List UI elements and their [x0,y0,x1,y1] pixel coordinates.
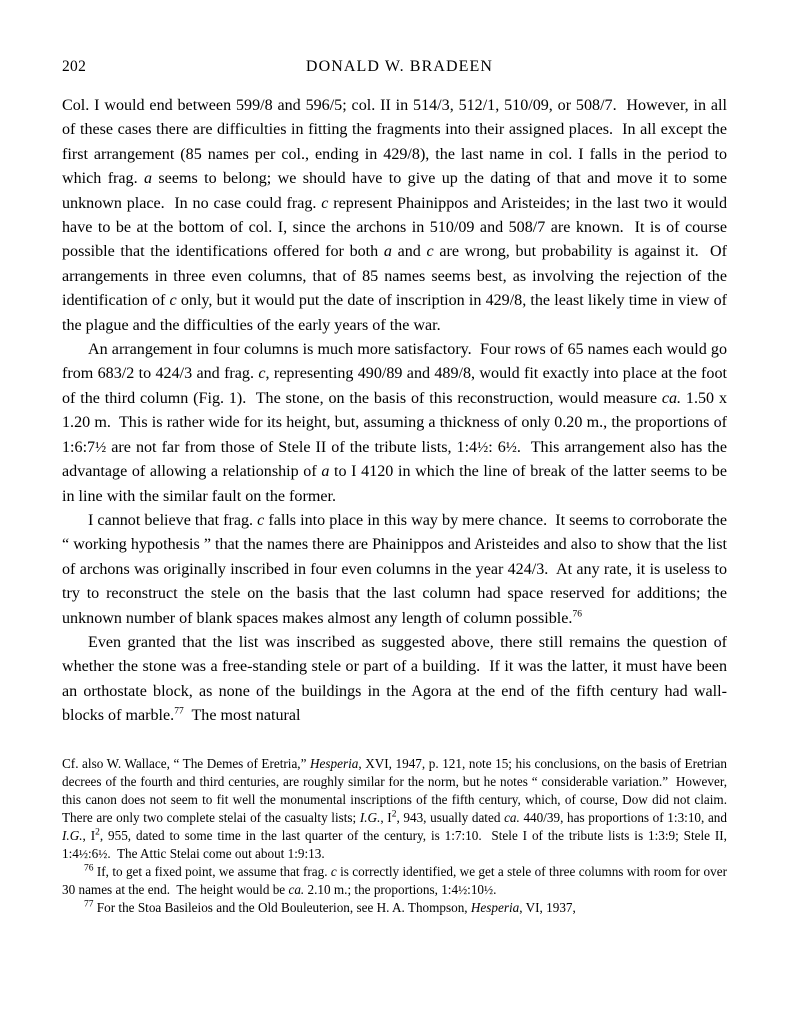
footnote-ref-77[interactable]: 77 [174,706,184,717]
paragraph-2: An arrangement in four columns is much more satisfactory. Four rows of 65 names each would go from 683/2 to 424/3 and frag. c, representing 490/89 and 489/8, would fit exactly into place at the foot of the third column (Fig. 1). The stone, on the basis of this reconstruction, would measure ca. 1.50 x 1.20 m. This is rather wide for its height, but, assuming a thickness of only 0.20 m., the proportions of 1:6:7½ are not far from those of Stele II of the tribute lists, 1:4½: 6½. This arrangement also has the advantage of allowing a relationship of a to I 4120 in which the line of break of the latter seems to be in line with the similar fault on the former. [62,341,727,505]
footnote-ref-76[interactable]: 76 [572,609,582,620]
footnote-77: $^{77}$ For the Stoa Basileios and the Old Bouleuterion, see H. A. Thompson, Hesperia, VI, 1937, [84,899,576,916]
page-header [62,52,727,86]
page-number: 202 [62,58,87,75]
footnote-marker-76: 76 [84,863,94,874]
paragraph-1: Col. I would end between 599/8 and 596/5; col. II in 514/3, 512/1, 510/09, or 508/7. However, in all of these cases there are difficulties in fitting the fragments into their assigned places. In all except the first arrangement (85 names per col., ending in 429/8), the last name in col. I falls in the period to which frag. a seems to belong; we should have to give up the dating of that and move it to some unknown place. In no case could frag. c represent Phainippos and Aristeides; in the last two it would have to be at the bottom of col. I, since the archons in 510/09 and 508/7 are known. It is of course possible that the identifications offered for both a and c are wrong, but probability is against it. Of arrangements in three even columns, that of 85 names seems best, as involving the rejection of the identification of c only, but it would put the date of inscription in 429/8, the least likely time in view of the plague and the difficulties of the early years of the war. [62,97,727,334]
paragraph-3: I cannot believe that frag. c falls into place in this way by mere chance. It seems to corroborate the “ working hypothesis ” that the names there are Phainippos and Aristeides and also to show that the list of archons was originally inscribed in four even columns in the year 424/3. At any rate, it is useless to try to reconstruct the stele on the basis that the last column had space reserved for additions; the unknown number of blank spaces makes almost any length of column possible.$^{76}$ [62,511,727,627]
running-title: DONALD W. BRADEEN [305,58,494,75]
footnotes-section [62,751,727,918]
paragraph-4: Even granted that the list was inscribed as suggested above, there still remains the question of whether the stone was a free-standing stele or part of a building. If it was the latter, it must have been an orthostate block, as none of the buildings in the Agora at the end of the fifth century had wall-blocks of marble.$^{77}$ The most natural [62,633,727,725]
footnote-continuation: Cf. also W. Wallace, “ The Demes of Eretria,” Hesperia, XVI, 1947, p. 121, note 15; his conclusions, on the basis of Eretrian decrees of the fourth and third centuries, are roughly similar for the norm, but he notes “ considerable variation.” However, this canon does not seem to fit well the monumental inscriptions of the fifth century, which, of course, Dow did not claim. There are only two complete stelai of the casualty lists; I.G., $I^2$, 943, usually dated ca. 440/39, has proportions of 1:3:10, and I.G., $I^2$, 955, dated to some time in the last quarter of the century, is 1:7:10. Stele I of the tribute lists is 1:3:9; Stele II, 1:4½:6½. The Attic Stelai come out about 1:9:13. [62,755,727,862]
footnote-marker-77: 77 [84,899,94,910]
body-text [62,94,727,729]
footnote-76: $^{76}$ If, to get a fixed point, we assume that frag. c is correctly identified, we get a stele of three columns with room for over 30 names at the end. The height would be ca. 2.10 m.; the proportions, 1:4½:10½. [62,863,727,898]
